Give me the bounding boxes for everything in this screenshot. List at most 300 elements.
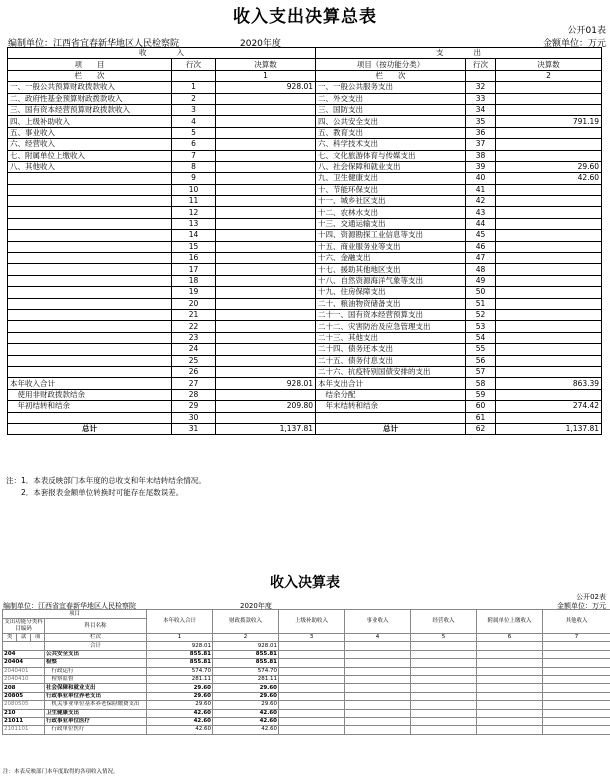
expense-line: 49 bbox=[466, 275, 496, 286]
income-value bbox=[216, 196, 316, 207]
lanci-blank bbox=[172, 70, 216, 81]
income-row bbox=[3, 701, 610, 709]
empty-cell bbox=[411, 692, 477, 700]
expense-line: 60 bbox=[466, 401, 496, 412]
lanci-num: 7 bbox=[543, 634, 610, 642]
expense-value bbox=[496, 241, 602, 252]
total-value: 1,137.81 bbox=[216, 423, 316, 434]
summary-row bbox=[8, 93, 602, 104]
income-row bbox=[3, 650, 610, 658]
income-item bbox=[8, 287, 172, 298]
lanci-num: 3 bbox=[279, 634, 345, 642]
expense-line: 53 bbox=[466, 321, 496, 332]
empty-cell bbox=[279, 675, 345, 683]
expense-line: 48 bbox=[466, 264, 496, 275]
empty-cell bbox=[279, 659, 345, 667]
empty-cell bbox=[477, 692, 543, 700]
empty-cell bbox=[345, 659, 411, 667]
income-line: 23 bbox=[172, 332, 216, 343]
income-value bbox=[216, 321, 316, 332]
expense-line: 56 bbox=[466, 355, 496, 366]
summary-row bbox=[8, 309, 602, 320]
expense-value bbox=[496, 127, 602, 138]
income-line: 13 bbox=[172, 218, 216, 229]
expense-line: 44 bbox=[466, 218, 496, 229]
col-career: 事业收入 bbox=[345, 610, 411, 634]
note-line: 2．本套报表金额单位转换时可能存在尾数误差。 bbox=[6, 488, 184, 497]
col-kuan: 款 bbox=[17, 634, 31, 642]
expense-item: 十、节能环保支出 bbox=[316, 184, 466, 195]
summary-table bbox=[7, 47, 602, 435]
expense-header: 支 出 bbox=[316, 48, 602, 59]
empty-cell bbox=[477, 667, 543, 675]
row-total: 29.60 bbox=[147, 684, 213, 692]
row-total: 855.81 bbox=[147, 659, 213, 667]
row-total: 42.60 bbox=[147, 717, 213, 725]
report2-money-unit: 金额单位：万元 bbox=[557, 602, 606, 610]
expense-value bbox=[496, 389, 602, 400]
income-item: 八、其他收入 bbox=[8, 161, 172, 172]
expense-item: 二十六、抗疫特别国债安排的支出 bbox=[316, 366, 466, 377]
empty-cell bbox=[477, 684, 543, 692]
empty-cell bbox=[411, 650, 477, 658]
expense-item: 十九、住房保障支出 bbox=[316, 287, 466, 298]
row-total: 42.60 bbox=[147, 726, 213, 734]
report2-note: 注：本表反映部门本年度取得的各项收入情况。 bbox=[3, 769, 119, 775]
income-value bbox=[216, 139, 316, 150]
col-item: 项 目 bbox=[8, 59, 172, 70]
row-fiscal: 281.11 bbox=[213, 675, 279, 683]
row-code: 2040401 bbox=[3, 667, 45, 675]
summary-row bbox=[8, 378, 602, 389]
expense-item: 一、一般公共服务支出 bbox=[316, 82, 466, 93]
lanci-blank bbox=[466, 70, 496, 81]
income-line: 28 bbox=[172, 389, 216, 400]
summary-row bbox=[8, 344, 602, 355]
summary-row bbox=[8, 184, 602, 195]
row-fiscal: 29.60 bbox=[213, 692, 279, 700]
income-line: 16 bbox=[172, 253, 216, 264]
expense-item: 二十三、其他支出 bbox=[316, 332, 466, 343]
summary-row bbox=[8, 218, 602, 229]
row-code: 21011 bbox=[3, 717, 45, 725]
income-item: 六、经营收入 bbox=[8, 139, 172, 150]
empty-cell bbox=[477, 642, 543, 650]
row-code: 2101101 bbox=[3, 726, 45, 734]
row-fiscal: 42.60 bbox=[213, 717, 279, 725]
report2-code: 公开02表 bbox=[576, 593, 606, 601]
income-value bbox=[216, 173, 316, 184]
expense-line: 36 bbox=[466, 127, 496, 138]
income-line: 4 bbox=[172, 116, 216, 127]
lanci-num: 1 bbox=[216, 70, 316, 81]
income-value: 928.01 bbox=[216, 378, 316, 389]
income-item bbox=[8, 344, 172, 355]
income-item bbox=[8, 309, 172, 320]
empty-cell bbox=[345, 709, 411, 717]
income-line: 18 bbox=[172, 275, 216, 286]
income-value bbox=[216, 161, 316, 172]
income-line: 6 bbox=[172, 139, 216, 150]
summary-row bbox=[8, 298, 602, 309]
income-item: 使用非财政拨款结余 bbox=[8, 389, 172, 400]
income-line: 15 bbox=[172, 241, 216, 252]
expense-item: 二十四、债务还本支出 bbox=[316, 344, 466, 355]
col-other: 其他收入 bbox=[543, 610, 610, 634]
income-line: 30 bbox=[172, 412, 216, 423]
summary-row bbox=[8, 82, 602, 93]
expense-line: 51 bbox=[466, 298, 496, 309]
expense-item bbox=[316, 412, 466, 423]
lanci-num: 1 bbox=[147, 634, 213, 642]
expense-value bbox=[496, 412, 602, 423]
expense-item: 二十二、灾害防治及应急管理支出 bbox=[316, 321, 466, 332]
income-value bbox=[216, 218, 316, 229]
expense-value bbox=[496, 355, 602, 366]
expense-line: 57 bbox=[466, 366, 496, 377]
summary-row bbox=[8, 127, 602, 138]
income-value bbox=[216, 253, 316, 264]
row-name: 检察 bbox=[45, 659, 147, 667]
expense-value bbox=[496, 150, 602, 161]
income-line: 19 bbox=[172, 287, 216, 298]
col-lei: 类 bbox=[3, 634, 17, 642]
income-item bbox=[8, 241, 172, 252]
empty-cell bbox=[543, 709, 610, 717]
empty-cell bbox=[543, 726, 610, 734]
income-value bbox=[216, 116, 316, 127]
col-xiangmu: 项目 bbox=[3, 610, 147, 619]
income-item bbox=[8, 332, 172, 343]
col-amount: 决算数 bbox=[216, 59, 316, 70]
col-fiscal: 财政拨款收入 bbox=[213, 610, 279, 634]
expense-item: 十七、援助其他地区支出 bbox=[316, 264, 466, 275]
row-code: 204 bbox=[3, 650, 45, 658]
income-item: 七、附属单位上缴收入 bbox=[8, 150, 172, 161]
row-total: 29.60 bbox=[147, 701, 213, 709]
summary-row bbox=[8, 173, 602, 184]
row-code: 2080505 bbox=[3, 701, 45, 709]
col-total: 本年收入合计 bbox=[147, 610, 213, 634]
income-row bbox=[3, 692, 610, 700]
empty-cell bbox=[345, 667, 411, 675]
income-table bbox=[2, 609, 610, 735]
row-name: 行政单位医疗 bbox=[45, 726, 147, 734]
expense-line: 40 bbox=[466, 173, 496, 184]
row-name: 社会保障和就业支出 bbox=[45, 684, 147, 692]
report1-year: 2020年度 bbox=[240, 39, 281, 49]
expense-line: 55 bbox=[466, 344, 496, 355]
summary-row bbox=[8, 116, 602, 127]
expense-line: 35 bbox=[466, 116, 496, 127]
expense-item: 十八、自然资源海洋气象等支出 bbox=[316, 275, 466, 286]
income-line: 25 bbox=[172, 355, 216, 366]
income-item bbox=[8, 184, 172, 195]
row-fiscal: 29.60 bbox=[213, 684, 279, 692]
income-value bbox=[216, 93, 316, 104]
income-item: 二、政府性基金预算财政拨款收入 bbox=[8, 93, 172, 104]
col-line: 行次 bbox=[172, 59, 216, 70]
report2-year: 2020年度 bbox=[240, 602, 272, 610]
expense-item: 四、公共安全支出 bbox=[316, 116, 466, 127]
summary-row bbox=[8, 230, 602, 241]
empty-cell bbox=[345, 717, 411, 725]
report2-title: 收入决算表 bbox=[270, 575, 340, 591]
expense-line: 42 bbox=[466, 196, 496, 207]
expense-value: 791.19 bbox=[496, 116, 602, 127]
income-value bbox=[216, 366, 316, 377]
income-line: 2 bbox=[172, 93, 216, 104]
income-line: 29 bbox=[172, 401, 216, 412]
col-sub: 附属单位上缴收入 bbox=[477, 610, 543, 634]
income-item: 年初结转和结余 bbox=[8, 401, 172, 412]
empty-cell bbox=[411, 684, 477, 692]
empty-cell bbox=[411, 701, 477, 709]
expense-item: 十五、商业服务业等支出 bbox=[316, 241, 466, 252]
income-item bbox=[8, 275, 172, 286]
expense-value bbox=[496, 321, 602, 332]
summary-row bbox=[8, 253, 602, 264]
lanci-label: 栏 次 bbox=[316, 70, 466, 81]
income-row bbox=[3, 675, 610, 683]
expense-item: 八、社会保障和就业支出 bbox=[316, 161, 466, 172]
expense-line: 37 bbox=[466, 139, 496, 150]
row-name: 行政事业单位医疗 bbox=[45, 717, 147, 725]
report1-notes bbox=[6, 475, 206, 499]
total-label: 总计 bbox=[8, 423, 172, 434]
heji-label: 合计 bbox=[45, 642, 147, 650]
income-header: 收 入 bbox=[8, 48, 316, 59]
expense-item: 二十一、国有资本经营预算支出 bbox=[316, 309, 466, 320]
income-row bbox=[3, 726, 610, 734]
row-name: 卫生健康支出 bbox=[45, 709, 147, 717]
report2-unit: 编制单位：江西省宜春新华地区人民检察院 bbox=[3, 602, 136, 610]
income-item bbox=[8, 264, 172, 275]
empty-cell bbox=[543, 650, 610, 658]
expense-line: 54 bbox=[466, 332, 496, 343]
expense-value bbox=[496, 344, 602, 355]
expense-value bbox=[496, 139, 602, 150]
income-item bbox=[8, 321, 172, 332]
row-code: 2040410 bbox=[3, 675, 45, 683]
empty-cell bbox=[279, 726, 345, 734]
expense-value bbox=[496, 93, 602, 104]
summary-row bbox=[8, 389, 602, 400]
row-fiscal: 42.60 bbox=[213, 726, 279, 734]
expense-line: 52 bbox=[466, 309, 496, 320]
expense-line: 43 bbox=[466, 207, 496, 218]
col-code: 支出功能分类科目编码 bbox=[4, 619, 43, 632]
income-item bbox=[8, 412, 172, 423]
income-line: 8 bbox=[172, 161, 216, 172]
summary-row bbox=[8, 139, 602, 150]
income-value bbox=[216, 275, 316, 286]
expense-value bbox=[496, 253, 602, 264]
income-item bbox=[8, 196, 172, 207]
income-value bbox=[216, 264, 316, 275]
lanci-label: 栏 次 bbox=[8, 70, 172, 81]
income-line: 1 bbox=[172, 82, 216, 93]
empty-cell bbox=[477, 717, 543, 725]
expense-item: 五、教育支出 bbox=[316, 127, 466, 138]
summary-row bbox=[8, 401, 602, 412]
expense-item: 九、卫生健康支出 bbox=[316, 173, 466, 184]
income-line: 27 bbox=[172, 378, 216, 389]
income-item bbox=[8, 207, 172, 218]
row-total: 574.70 bbox=[147, 667, 213, 675]
heji-fiscal: 928.01 bbox=[213, 642, 279, 650]
heji-blank bbox=[3, 642, 45, 650]
income-item bbox=[8, 366, 172, 377]
empty-cell bbox=[543, 692, 610, 700]
lanci-num: 5 bbox=[411, 634, 477, 642]
row-total: 281.11 bbox=[147, 675, 213, 683]
empty-cell bbox=[477, 659, 543, 667]
empty-cell bbox=[411, 642, 477, 650]
income-line: 22 bbox=[172, 321, 216, 332]
income-item bbox=[8, 253, 172, 264]
empty-cell bbox=[279, 642, 345, 650]
lanci-num: 2 bbox=[213, 634, 279, 642]
lanci-num: 2 bbox=[496, 70, 602, 81]
income-item bbox=[8, 218, 172, 229]
expense-line: 50 bbox=[466, 287, 496, 298]
total-line: 31 bbox=[172, 423, 216, 434]
col-line: 行次 bbox=[466, 59, 496, 70]
empty-cell bbox=[543, 642, 610, 650]
expense-line: 45 bbox=[466, 230, 496, 241]
expense-value bbox=[496, 82, 602, 93]
income-value bbox=[216, 241, 316, 252]
empty-cell bbox=[411, 726, 477, 734]
empty-cell bbox=[477, 726, 543, 734]
empty-cell bbox=[345, 692, 411, 700]
empty-cell bbox=[543, 684, 610, 692]
row-name: 行政事业单位养老支出 bbox=[45, 692, 147, 700]
row-fiscal: 29.60 bbox=[213, 701, 279, 709]
empty-cell bbox=[279, 684, 345, 692]
heji-total: 928.01 bbox=[147, 642, 213, 650]
expense-item: 十二、农林水支出 bbox=[316, 207, 466, 218]
income-line: 17 bbox=[172, 264, 216, 275]
report1-unit: 编制单位：江西省宜春新华地区人民检察院 bbox=[8, 39, 180, 49]
row-fiscal: 574.70 bbox=[213, 667, 279, 675]
income-value bbox=[216, 389, 316, 400]
income-item: 五、事业收入 bbox=[8, 127, 172, 138]
empty-cell bbox=[477, 675, 543, 683]
income-item bbox=[8, 230, 172, 241]
expense-value bbox=[496, 264, 602, 275]
summary-row bbox=[8, 321, 602, 332]
expense-line: 34 bbox=[466, 104, 496, 115]
expense-value: 42.60 bbox=[496, 173, 602, 184]
income-value bbox=[216, 127, 316, 138]
lanci-num: 6 bbox=[477, 634, 543, 642]
empty-cell bbox=[411, 709, 477, 717]
income-row bbox=[3, 659, 610, 667]
income-value bbox=[216, 230, 316, 241]
income-value bbox=[216, 104, 316, 115]
expense-item: 本年支出合计 bbox=[316, 378, 466, 389]
summary-row bbox=[8, 150, 602, 161]
summary-row bbox=[8, 104, 602, 115]
income-row bbox=[3, 709, 610, 717]
expense-value bbox=[496, 332, 602, 343]
expense-value bbox=[496, 184, 602, 195]
summary-row bbox=[8, 196, 602, 207]
income-row bbox=[3, 684, 610, 692]
expense-value bbox=[496, 196, 602, 207]
col-upper: 上级补助收入 bbox=[279, 610, 345, 634]
income-value bbox=[216, 344, 316, 355]
col-amount: 决算数 bbox=[496, 59, 602, 70]
expense-item: 十四、资源勘探工业信息等支出 bbox=[316, 230, 466, 241]
expense-value bbox=[496, 218, 602, 229]
lanci-label: 栏次 bbox=[45, 634, 147, 642]
expense-value bbox=[496, 230, 602, 241]
income-item bbox=[8, 173, 172, 184]
expense-line: 32 bbox=[466, 82, 496, 93]
income-row bbox=[3, 667, 610, 675]
empty-cell bbox=[543, 659, 610, 667]
empty-cell bbox=[411, 675, 477, 683]
report1-money-unit: 金额单位：万元 bbox=[542, 39, 606, 49]
income-value bbox=[216, 309, 316, 320]
income-line: 9 bbox=[172, 173, 216, 184]
income-item bbox=[8, 298, 172, 309]
income-value bbox=[216, 207, 316, 218]
income-value bbox=[216, 332, 316, 343]
income-line: 20 bbox=[172, 298, 216, 309]
expense-value bbox=[496, 104, 602, 115]
empty-cell bbox=[345, 684, 411, 692]
income-line: 3 bbox=[172, 104, 216, 115]
income-value bbox=[216, 412, 316, 423]
income-line: 7 bbox=[172, 150, 216, 161]
row-code: 210 bbox=[3, 709, 45, 717]
expense-item: 年末结转和结余 bbox=[316, 401, 466, 412]
col-exp-item: 项目（按功能分类） bbox=[316, 59, 466, 70]
expense-item: 三、国防支出 bbox=[316, 104, 466, 115]
total-value: 1,137.81 bbox=[496, 423, 602, 434]
empty-cell bbox=[279, 667, 345, 675]
col-name: 科目名称 bbox=[45, 619, 147, 634]
expense-item: 六、科学技术支出 bbox=[316, 139, 466, 150]
expense-value bbox=[496, 298, 602, 309]
income-line: 24 bbox=[172, 344, 216, 355]
income-line: 26 bbox=[172, 366, 216, 377]
expense-item: 七、文化旅游体育与传媒支出 bbox=[316, 150, 466, 161]
income-line: 12 bbox=[172, 207, 216, 218]
expense-value bbox=[496, 207, 602, 218]
row-code: 208 bbox=[3, 684, 45, 692]
income-value bbox=[216, 355, 316, 366]
expense-value bbox=[496, 275, 602, 286]
row-name: 行政运行 bbox=[45, 667, 147, 675]
empty-cell bbox=[543, 667, 610, 675]
expense-item: 结余分配 bbox=[316, 389, 466, 400]
row-fiscal: 855.81 bbox=[213, 650, 279, 658]
empty-cell bbox=[345, 675, 411, 683]
expense-line: 46 bbox=[466, 241, 496, 252]
income-value bbox=[216, 298, 316, 309]
total-label: 总计 bbox=[316, 423, 466, 434]
row-total: 855.81 bbox=[147, 650, 213, 658]
income-value: 928.01 bbox=[216, 82, 316, 93]
summary-row bbox=[8, 412, 602, 423]
expense-value: 863.39 bbox=[496, 378, 602, 389]
report1-title: 收入支出决算总表 bbox=[233, 7, 377, 27]
